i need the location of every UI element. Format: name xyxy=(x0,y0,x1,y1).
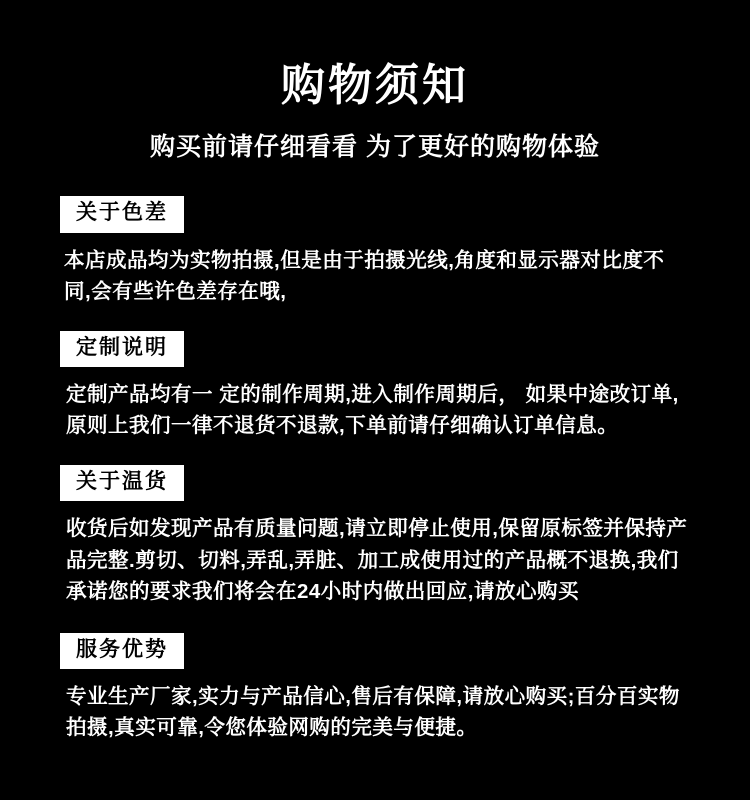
section-goods-receipt xyxy=(38,465,712,607)
section-tag-color-difference: 关于色差 xyxy=(60,196,184,232)
section-body-service-advantage: 专业生产厂家,实力与产品信心,售后有保障,请放心购买;百分百实物拍摄,真实可靠,令您体验网购的完美与便捷。 xyxy=(66,685,680,740)
page-title: 购物须知 xyxy=(281,61,469,110)
section-body-color-difference: 本店成品均为实物拍摄,但是由于拍摄光线,角度和显示器对比度不同,会有些许色差存在哦, xyxy=(64,248,665,303)
section-tag-customization: 定制说明 xyxy=(60,331,184,367)
section-service-advantage xyxy=(38,633,712,743)
section-tag-goods-receipt: 关于温货 xyxy=(60,465,184,501)
section-color-difference xyxy=(38,196,712,306)
page-subtitle: 购买前请仔细看看 为了更好的购物体验 xyxy=(150,133,600,162)
section-tag-service-advantage: 服务优势 xyxy=(60,633,184,669)
section-body-goods-receipt: 收货后如发现产品有质量问题,请立即停止使用,保留原标签并保持产品完整.剪切、切料,弄乱,弄脏、加工成使用过的产品概不退换,我们承诺您的要求我们将会在24小时内做出回应,请放心购买 xyxy=(66,517,688,603)
section-body-customization: 定制产品均有一 定的制作周期,进入制作周期后， 如果中途改订单,原则上我们一律不退货不退款,下单前请仔细确认订单信息。 xyxy=(66,382,679,438)
section-customization xyxy=(38,331,712,441)
